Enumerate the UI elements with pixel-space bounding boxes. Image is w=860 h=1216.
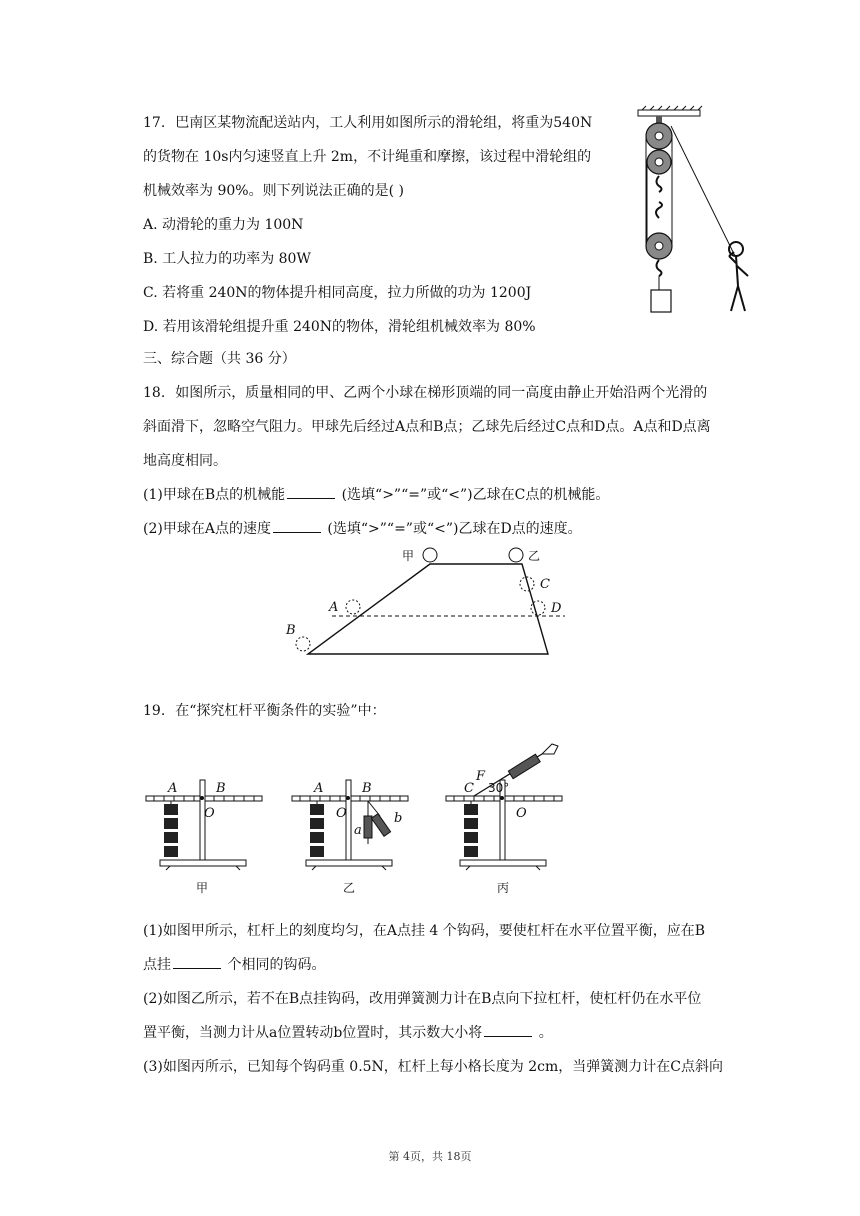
svg-text:B: B	[216, 781, 226, 796]
q17-line3: 机械效率为 90%。则下列说法正确的是( )	[143, 183, 404, 199]
answer-blank[interactable]	[173, 956, 221, 969]
q17-option-b: B. 工人拉力的功率为 80W	[143, 251, 311, 267]
label-jia: 甲	[402, 549, 415, 563]
lever-yi	[292, 780, 408, 870]
svg-text:A: A	[314, 781, 324, 796]
q17-option-c: C. 若将重 240N的物体提升相同高度，拉力所做的功为 1200J	[143, 285, 532, 301]
q19-sub1-line1: (1)如图甲所示，杠杆上的刻度均匀，在A点挂 4 个钩码，要使杠杆在水平位置平衡，应在B	[143, 923, 706, 939]
q17-line1: 17. 巴南区某物流配送站内，工人利用如图所示的滑轮组，将重为540N	[143, 115, 593, 131]
lever-bing	[446, 744, 562, 870]
lever-jia	[146, 780, 262, 870]
pulley-figure	[628, 106, 758, 321]
q19-sub2-line1: (2)如图乙所示，若不在B点挂钩码，改用弹簧测力计在B点向下拉杠杆，使杠杆仍在水平位	[143, 991, 702, 1007]
q19-sub3-line1: (3)如图丙所示，已知每个钩码重 0.5N，杠杆上每小格长度为 2cm，当弹簧测力计在C点斜向	[143, 1059, 723, 1075]
label-a: A	[329, 600, 339, 615]
svg-text:O: O	[204, 806, 215, 821]
lever-figures	[140, 730, 570, 902]
svg-text:b: b	[394, 811, 403, 826]
svg-text:O: O	[516, 806, 527, 821]
label-b: B	[286, 623, 296, 638]
answer-blank[interactable]	[273, 520, 321, 533]
svg-text:F: F	[476, 769, 486, 784]
label-c: C	[540, 577, 550, 592]
svg-text:a: a	[354, 823, 362, 838]
svg-text:A: A	[168, 781, 178, 796]
q19-sub2-line2: 置平衡，当测力计从a位置转动b位置时，其示数大小将 。	[143, 1025, 553, 1041]
caption-jia: 甲	[196, 881, 209, 895]
label-yi: 乙	[528, 549, 541, 563]
svg-text:C: C	[464, 781, 474, 796]
label-d: D	[551, 601, 562, 616]
q18-sub1: (1)甲球在B点的机械能 (选填“>”“=”或“<”)乙球在C点的机械能。	[143, 487, 610, 503]
slope-figure	[280, 544, 580, 664]
q17-line2: 的货物在 10s内匀速竖直上升 2m，不计绳重和摩擦，该过程中滑轮组的	[143, 149, 592, 165]
caption-yi: 乙	[343, 881, 356, 895]
answer-blank[interactable]	[484, 1024, 532, 1037]
q19-sub1-line2: 点挂 个相同的钩码。	[143, 957, 326, 973]
section-heading: 三、综合题（共 36 分）	[143, 351, 296, 367]
caption-bing: 丙	[497, 881, 510, 895]
page-footer: 第 4页，共 18页	[388, 1150, 472, 1163]
q19-title: 19. 在“探究杠杆平衡条件的实验”中：	[143, 703, 386, 719]
q17-option-a: A. 动滑轮的重力为 100N	[143, 217, 304, 233]
q18-line1: 18. 如图所示，质量相同的甲、乙两个小球在梯形顶端的同一高度由静止开始沿两个光滑的	[143, 385, 708, 401]
q17-option-d: D. 若用该滑轮组提升重 240N的物体，滑轮组机械效率为 80%	[143, 319, 536, 335]
q18-line2: 斜面滑下，忽略空气阻力。甲球先后经过A点和B点；乙球先后经过C点和D点。A点和D点离	[143, 419, 711, 435]
svg-text:30°: 30°	[488, 781, 510, 795]
svg-text:O: O	[336, 806, 347, 821]
svg-text:B: B	[362, 781, 372, 796]
q18-sub2: (2)甲球在A点的速度 (选填“>”“=”或“<”)乙球在D点的速度。	[143, 521, 582, 537]
answer-blank[interactable]	[287, 486, 335, 499]
q18-line3: 地高度相同。	[143, 453, 227, 469]
